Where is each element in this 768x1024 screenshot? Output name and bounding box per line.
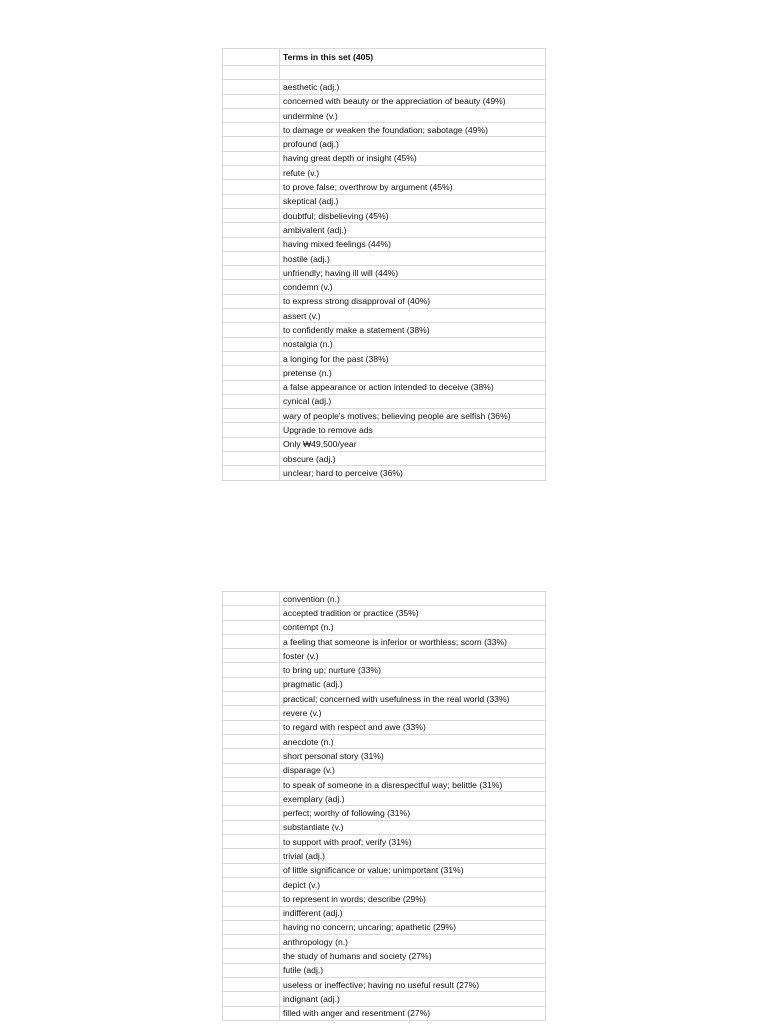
row-index-cell bbox=[223, 180, 280, 194]
term-cell: pragmatic (adj.) bbox=[280, 677, 546, 691]
term-cell: indignant (adj.) bbox=[280, 992, 546, 1006]
row-index-cell bbox=[223, 380, 280, 394]
row-index-cell bbox=[223, 366, 280, 380]
row-index-cell bbox=[223, 123, 280, 137]
row-index-cell bbox=[223, 806, 280, 820]
term-cell: Only ₩49,500/year bbox=[280, 437, 546, 451]
row-index-cell bbox=[223, 820, 280, 834]
table-row bbox=[223, 123, 546, 137]
term-cell bbox=[280, 66, 546, 80]
row-index-cell bbox=[223, 677, 280, 691]
table-row bbox=[223, 720, 546, 734]
term-cell: perfect; worthy of following (31%) bbox=[280, 806, 546, 820]
table-row bbox=[223, 166, 546, 180]
table-row bbox=[223, 337, 546, 351]
table-row bbox=[223, 734, 546, 748]
table-row bbox=[223, 180, 546, 194]
table-row bbox=[223, 820, 546, 834]
vocab-table-bottom-body bbox=[223, 592, 546, 1021]
row-index-cell bbox=[223, 294, 280, 308]
table-row bbox=[223, 280, 546, 294]
table-row bbox=[223, 620, 546, 634]
row-index-cell bbox=[223, 208, 280, 222]
row-index-cell bbox=[223, 423, 280, 437]
row-index-cell bbox=[223, 920, 280, 934]
table-row bbox=[223, 892, 546, 906]
term-cell: to speak of someone in a disrespectful way; belittle (31%) bbox=[280, 777, 546, 791]
row-index-cell bbox=[223, 194, 280, 208]
table-row bbox=[223, 935, 546, 949]
row-index-cell bbox=[223, 237, 280, 251]
term-cell: a feeling that someone is inferior or worthless; scorn (33%) bbox=[280, 634, 546, 648]
row-index-cell bbox=[223, 863, 280, 877]
term-cell: to express strong disapproval of (40%) bbox=[280, 294, 546, 308]
term-cell: trivial (adj.) bbox=[280, 849, 546, 863]
table-row bbox=[223, 777, 546, 791]
term-cell: assert (v.) bbox=[280, 309, 546, 323]
term-cell: to regard with respect and awe (33%) bbox=[280, 720, 546, 734]
table-row bbox=[223, 792, 546, 806]
row-index-cell bbox=[223, 437, 280, 451]
term-cell: wary of people's motives; believing people are selfish (36%) bbox=[280, 409, 546, 423]
row-index-cell bbox=[223, 835, 280, 849]
table-row bbox=[223, 920, 546, 934]
table-row bbox=[223, 66, 546, 80]
row-index-cell bbox=[223, 763, 280, 777]
row-index-cell bbox=[223, 1006, 280, 1020]
table-row bbox=[223, 366, 546, 380]
table-row bbox=[223, 208, 546, 222]
table-row bbox=[223, 649, 546, 663]
term-cell: futile (adj.) bbox=[280, 963, 546, 977]
row-index-cell bbox=[223, 108, 280, 122]
row-index-cell bbox=[223, 849, 280, 863]
table-row bbox=[223, 237, 546, 251]
row-index-cell bbox=[223, 963, 280, 977]
term-cell: depict (v.) bbox=[280, 877, 546, 891]
term-cell: doubtful; disbelieving (45%) bbox=[280, 208, 546, 222]
table-row bbox=[223, 309, 546, 323]
term-cell: anecdote (n.) bbox=[280, 734, 546, 748]
term-cell: revere (v.) bbox=[280, 706, 546, 720]
row-index-cell bbox=[223, 280, 280, 294]
term-cell: to prove false; overthrow by argument (45%) bbox=[280, 180, 546, 194]
term-cell: to bring up; nurture (33%) bbox=[280, 663, 546, 677]
term-cell: a false appearance or action intended to deceive (38%) bbox=[280, 380, 546, 394]
table-row bbox=[223, 108, 546, 122]
term-cell: skeptical (adj.) bbox=[280, 194, 546, 208]
table-row bbox=[223, 437, 546, 451]
term-cell: disparage (v.) bbox=[280, 763, 546, 777]
row-index-cell bbox=[223, 323, 280, 337]
vocab-table-top bbox=[222, 48, 546, 481]
row-index-cell bbox=[223, 409, 280, 423]
row-index-cell bbox=[223, 720, 280, 734]
row-index-cell bbox=[223, 777, 280, 791]
term-cell: Upgrade to remove ads bbox=[280, 423, 546, 437]
row-index-cell bbox=[223, 309, 280, 323]
row-index-cell bbox=[223, 151, 280, 165]
table-row bbox=[223, 663, 546, 677]
row-index-cell bbox=[223, 734, 280, 748]
row-index-cell bbox=[223, 66, 280, 80]
term-cell: short personal story (31%) bbox=[280, 749, 546, 763]
table-row bbox=[223, 806, 546, 820]
term-cell: practical; concerned with usefulness in the real world (33%) bbox=[280, 692, 546, 706]
table-row bbox=[223, 606, 546, 620]
row-index-cell bbox=[223, 649, 280, 663]
table-row bbox=[223, 992, 546, 1006]
term-cell: nostalgia (n.) bbox=[280, 337, 546, 351]
row-index-cell bbox=[223, 992, 280, 1006]
term-cell: exemplary (adj.) bbox=[280, 792, 546, 806]
term-cell: obscure (adj.) bbox=[280, 452, 546, 466]
table-row bbox=[223, 137, 546, 151]
row-index-cell bbox=[223, 80, 280, 94]
vocab-table-bottom bbox=[222, 591, 546, 1021]
table-row bbox=[223, 223, 546, 237]
row-index-cell bbox=[223, 606, 280, 620]
term-cell: useless or ineffective; having no useful result (27%) bbox=[280, 978, 546, 992]
table-row bbox=[223, 94, 546, 108]
row-index-cell bbox=[223, 394, 280, 408]
table-row bbox=[223, 677, 546, 691]
term-cell: of little significance or value; unimportant (31%) bbox=[280, 863, 546, 877]
term-cell: having great depth or insight (45%) bbox=[280, 151, 546, 165]
row-index-cell bbox=[223, 892, 280, 906]
term-cell: to support with proof; verify (31%) bbox=[280, 835, 546, 849]
term-cell: convention (n.) bbox=[280, 592, 546, 606]
table-row bbox=[223, 351, 546, 365]
term-cell: a longing for the past (38%) bbox=[280, 351, 546, 365]
term-cell: having mixed feelings (44%) bbox=[280, 237, 546, 251]
row-index-cell bbox=[223, 251, 280, 265]
row-index-cell bbox=[223, 749, 280, 763]
term-cell: undermine (v.) bbox=[280, 108, 546, 122]
term-cell: indifferent (adj.) bbox=[280, 906, 546, 920]
table-row bbox=[223, 634, 546, 648]
row-index-cell bbox=[223, 634, 280, 648]
table-row bbox=[223, 151, 546, 165]
table-row bbox=[223, 251, 546, 265]
table-row bbox=[223, 906, 546, 920]
term-cell: unfriendly; having ill will (44%) bbox=[280, 266, 546, 280]
table-row bbox=[223, 763, 546, 777]
row-index-cell bbox=[223, 592, 280, 606]
table-row bbox=[223, 380, 546, 394]
row-index-cell bbox=[223, 166, 280, 180]
term-cell: aesthetic (adj.) bbox=[280, 80, 546, 94]
table-row bbox=[223, 877, 546, 891]
header-row bbox=[223, 49, 546, 66]
term-cell: the study of humans and society (27%) bbox=[280, 949, 546, 963]
row-index-cell bbox=[223, 877, 280, 891]
term-cell: pretense (n.) bbox=[280, 366, 546, 380]
term-cell: substantiate (v.) bbox=[280, 820, 546, 834]
table-row bbox=[223, 963, 546, 977]
term-cell: foster (v.) bbox=[280, 649, 546, 663]
row-index-cell bbox=[223, 792, 280, 806]
row-index-cell bbox=[223, 935, 280, 949]
table-row bbox=[223, 80, 546, 94]
term-cell: to represent in words; describe (29%) bbox=[280, 892, 546, 906]
row-index-cell bbox=[223, 949, 280, 963]
term-cell: unclear; hard to perceive (36%) bbox=[280, 466, 546, 480]
row-index-cell bbox=[223, 266, 280, 280]
table-row bbox=[223, 949, 546, 963]
row-index-cell bbox=[223, 978, 280, 992]
table-row bbox=[223, 194, 546, 208]
row-index-cell bbox=[223, 466, 280, 480]
row-index-cell bbox=[223, 223, 280, 237]
term-cell: accepted tradition or practice (35%) bbox=[280, 606, 546, 620]
row-index-cell bbox=[223, 94, 280, 108]
term-cell: having no concern; uncaring; apathetic (29%) bbox=[280, 920, 546, 934]
set-title: Terms in this set (405) bbox=[280, 49, 546, 66]
term-cell: anthropology (n.) bbox=[280, 935, 546, 949]
row-index-cell bbox=[223, 137, 280, 151]
table-row bbox=[223, 863, 546, 877]
row-index-cell bbox=[223, 906, 280, 920]
term-cell: hostile (adj.) bbox=[280, 251, 546, 265]
term-cell: cynical (adj.) bbox=[280, 394, 546, 408]
table-row bbox=[223, 835, 546, 849]
term-cell: refute (v.) bbox=[280, 166, 546, 180]
table-row bbox=[223, 452, 546, 466]
table-row bbox=[223, 466, 546, 480]
row-index-cell bbox=[223, 351, 280, 365]
table-row bbox=[223, 692, 546, 706]
table-row bbox=[223, 423, 546, 437]
vocab-table-top-body bbox=[223, 49, 546, 481]
table-row bbox=[223, 1006, 546, 1020]
row-index-cell bbox=[223, 49, 280, 66]
term-cell: contempt (n.) bbox=[280, 620, 546, 634]
table-row bbox=[223, 394, 546, 408]
term-cell: concerned with beauty or the appreciation of beauty (49%) bbox=[280, 94, 546, 108]
row-index-cell bbox=[223, 337, 280, 351]
term-cell: filled with anger and resentment (27%) bbox=[280, 1006, 546, 1020]
term-cell: to damage or weaken the foundation; sabotage (49%) bbox=[280, 123, 546, 137]
table-row bbox=[223, 592, 546, 606]
term-cell: condemn (v.) bbox=[280, 280, 546, 294]
row-index-cell bbox=[223, 620, 280, 634]
table-row bbox=[223, 323, 546, 337]
table-row bbox=[223, 266, 546, 280]
table-row bbox=[223, 294, 546, 308]
term-cell: to confidently make a statement (38%) bbox=[280, 323, 546, 337]
table-row bbox=[223, 978, 546, 992]
table-row bbox=[223, 409, 546, 423]
row-index-cell bbox=[223, 706, 280, 720]
table-row bbox=[223, 849, 546, 863]
table-row bbox=[223, 749, 546, 763]
row-index-cell bbox=[223, 663, 280, 677]
row-index-cell bbox=[223, 452, 280, 466]
row-index-cell bbox=[223, 692, 280, 706]
table-row bbox=[223, 706, 546, 720]
term-cell: ambivalent (adj.) bbox=[280, 223, 546, 237]
term-cell: profound (adj.) bbox=[280, 137, 546, 151]
